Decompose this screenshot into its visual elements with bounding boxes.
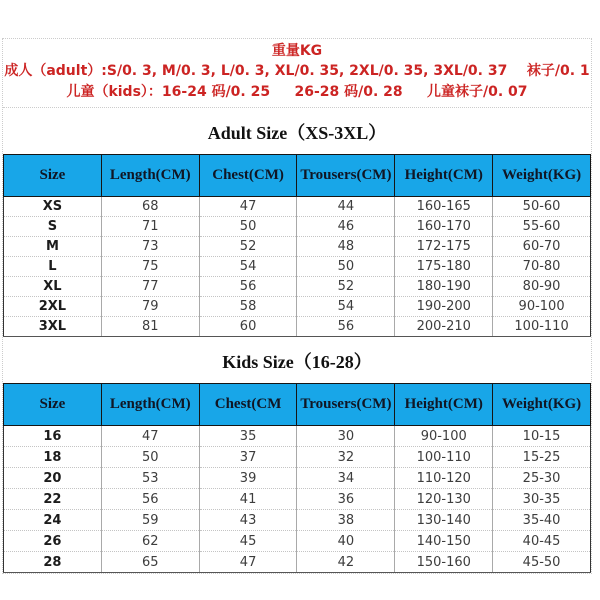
- value-cell: 80-90: [493, 277, 591, 297]
- value-cell: 120-130: [395, 489, 493, 510]
- value-cell: 150-160: [395, 552, 493, 573]
- value-cell: 180-190: [395, 277, 493, 297]
- value-cell: 53: [101, 468, 199, 489]
- value-cell: 58: [199, 297, 297, 317]
- table-row: [4, 489, 591, 510]
- table-row: [4, 531, 591, 552]
- value-cell: 38: [297, 510, 395, 531]
- value-cell: 37: [199, 447, 297, 468]
- column-header: Weight(KG): [493, 155, 591, 197]
- header-row: [4, 155, 591, 197]
- value-cell: 59: [101, 510, 199, 531]
- size-cell: S: [4, 217, 102, 237]
- value-cell: 79: [101, 297, 199, 317]
- column-header: Height(CM): [395, 155, 493, 197]
- table-row: [4, 552, 591, 573]
- weight-notice-adult-line: 成人（adult）:S/0. 3, M/0. 3, L/0. 3, XL/0. 35, 2XL/0. 35, 3XL/0. 37 袜子/0. 1: [4, 63, 590, 79]
- column-header: Chest(CM: [199, 384, 297, 426]
- value-cell: 90-100: [493, 297, 591, 317]
- value-cell: 54: [199, 257, 297, 277]
- value-cell: 46: [297, 217, 395, 237]
- value-cell: 175-180: [395, 257, 493, 277]
- kids-size-table: [3, 383, 591, 573]
- size-cell: 18: [4, 447, 102, 468]
- table-row: [4, 257, 591, 277]
- value-cell: 65: [101, 552, 199, 573]
- value-cell: 42: [297, 552, 395, 573]
- value-cell: 30-35: [493, 489, 591, 510]
- value-cell: 35: [199, 426, 297, 447]
- value-cell: 47: [101, 426, 199, 447]
- value-cell: 130-140: [395, 510, 493, 531]
- value-cell: 90-100: [395, 426, 493, 447]
- value-cell: 62: [101, 531, 199, 552]
- value-cell: 10-15: [493, 426, 591, 447]
- size-cell: 2XL: [4, 297, 102, 317]
- value-cell: 41: [199, 489, 297, 510]
- value-cell: 44: [297, 197, 395, 217]
- value-cell: 36: [297, 489, 395, 510]
- value-cell: 50: [297, 257, 395, 277]
- value-cell: 30: [297, 426, 395, 447]
- value-cell: 35-40: [493, 510, 591, 531]
- value-cell: 47: [199, 552, 297, 573]
- header-row: [4, 384, 591, 426]
- weight-notice-title: 重量KG: [271, 43, 323, 59]
- value-cell: 50: [101, 447, 199, 468]
- value-cell: 34: [297, 468, 395, 489]
- value-cell: 50: [199, 217, 297, 237]
- column-header: Size: [4, 155, 102, 197]
- table-row: [4, 217, 591, 237]
- adult-size-table: [3, 154, 591, 337]
- size-cell: M: [4, 237, 102, 257]
- value-cell: 75: [101, 257, 199, 277]
- size-cell: 16: [4, 426, 102, 447]
- column-header: Weight(KG): [493, 384, 591, 426]
- size-cell: 22: [4, 489, 102, 510]
- value-cell: 40-45: [493, 531, 591, 552]
- weight-notice-kids-line: 儿童（kids）：16-24 码/0. 25 26-28 码/0. 28 儿童袜子/0. 07: [66, 84, 528, 100]
- value-cell: 77: [101, 277, 199, 297]
- size-cell: XL: [4, 277, 102, 297]
- column-header: Length(CM): [101, 155, 199, 197]
- size-cell: 20: [4, 468, 102, 489]
- value-cell: 52: [199, 237, 297, 257]
- size-cell: 24: [4, 510, 102, 531]
- table-row: [4, 447, 591, 468]
- value-cell: 55-60: [493, 217, 591, 237]
- size-cell: XS: [4, 197, 102, 217]
- value-cell: 100-110: [493, 317, 591, 337]
- column-header: Chest(CM): [199, 155, 297, 197]
- table-row: [4, 317, 591, 337]
- table-row: [4, 468, 591, 489]
- size-chart-sheet: [2, 38, 592, 574]
- table-row: [4, 277, 591, 297]
- value-cell: 32: [297, 447, 395, 468]
- value-cell: 100-110: [395, 447, 493, 468]
- column-header: Height(CM): [395, 384, 493, 426]
- value-cell: 56: [199, 277, 297, 297]
- value-cell: 56: [297, 317, 395, 337]
- value-cell: 15-25: [493, 447, 591, 468]
- value-cell: 48: [297, 237, 395, 257]
- column-header: Size: [4, 384, 102, 426]
- size-cell: 28: [4, 552, 102, 573]
- value-cell: 43: [199, 510, 297, 531]
- value-cell: 40: [297, 531, 395, 552]
- size-cell: 3XL: [4, 317, 102, 337]
- table-row: [4, 237, 591, 257]
- value-cell: 54: [297, 297, 395, 317]
- size-cell: L: [4, 257, 102, 277]
- value-cell: 56: [101, 489, 199, 510]
- value-cell: 68: [101, 197, 199, 217]
- value-cell: 39: [199, 468, 297, 489]
- column-header: Trousers(CM): [297, 155, 395, 197]
- value-cell: 47: [199, 197, 297, 217]
- value-cell: 60-70: [493, 237, 591, 257]
- value-cell: 200-210: [395, 317, 493, 337]
- value-cell: 52: [297, 277, 395, 297]
- value-cell: 71: [101, 217, 199, 237]
- table-row: [4, 297, 591, 317]
- adult-size-title: Adult Size（XS-3XL）: [207, 123, 387, 143]
- value-cell: 50-60: [493, 197, 591, 217]
- value-cell: 45-50: [493, 552, 591, 573]
- value-cell: 60: [199, 317, 297, 337]
- table-row: [4, 510, 591, 531]
- weight-notice: [3, 39, 591, 108]
- column-header: Trousers(CM): [297, 384, 395, 426]
- value-cell: 81: [101, 317, 199, 337]
- table-row: [4, 426, 591, 447]
- value-cell: 25-30: [493, 468, 591, 489]
- column-header: Length(CM): [101, 384, 199, 426]
- value-cell: 160-170: [395, 217, 493, 237]
- kids-size-title: Kids Size（16-28）: [222, 352, 372, 372]
- size-cell: 26: [4, 531, 102, 552]
- value-cell: 140-150: [395, 531, 493, 552]
- value-cell: 160-165: [395, 197, 493, 217]
- value-cell: 172-175: [395, 237, 493, 257]
- table-row: [4, 197, 591, 217]
- value-cell: 45: [199, 531, 297, 552]
- value-cell: 110-120: [395, 468, 493, 489]
- value-cell: 73: [101, 237, 199, 257]
- value-cell: 190-200: [395, 297, 493, 317]
- value-cell: 70-80: [493, 257, 591, 277]
